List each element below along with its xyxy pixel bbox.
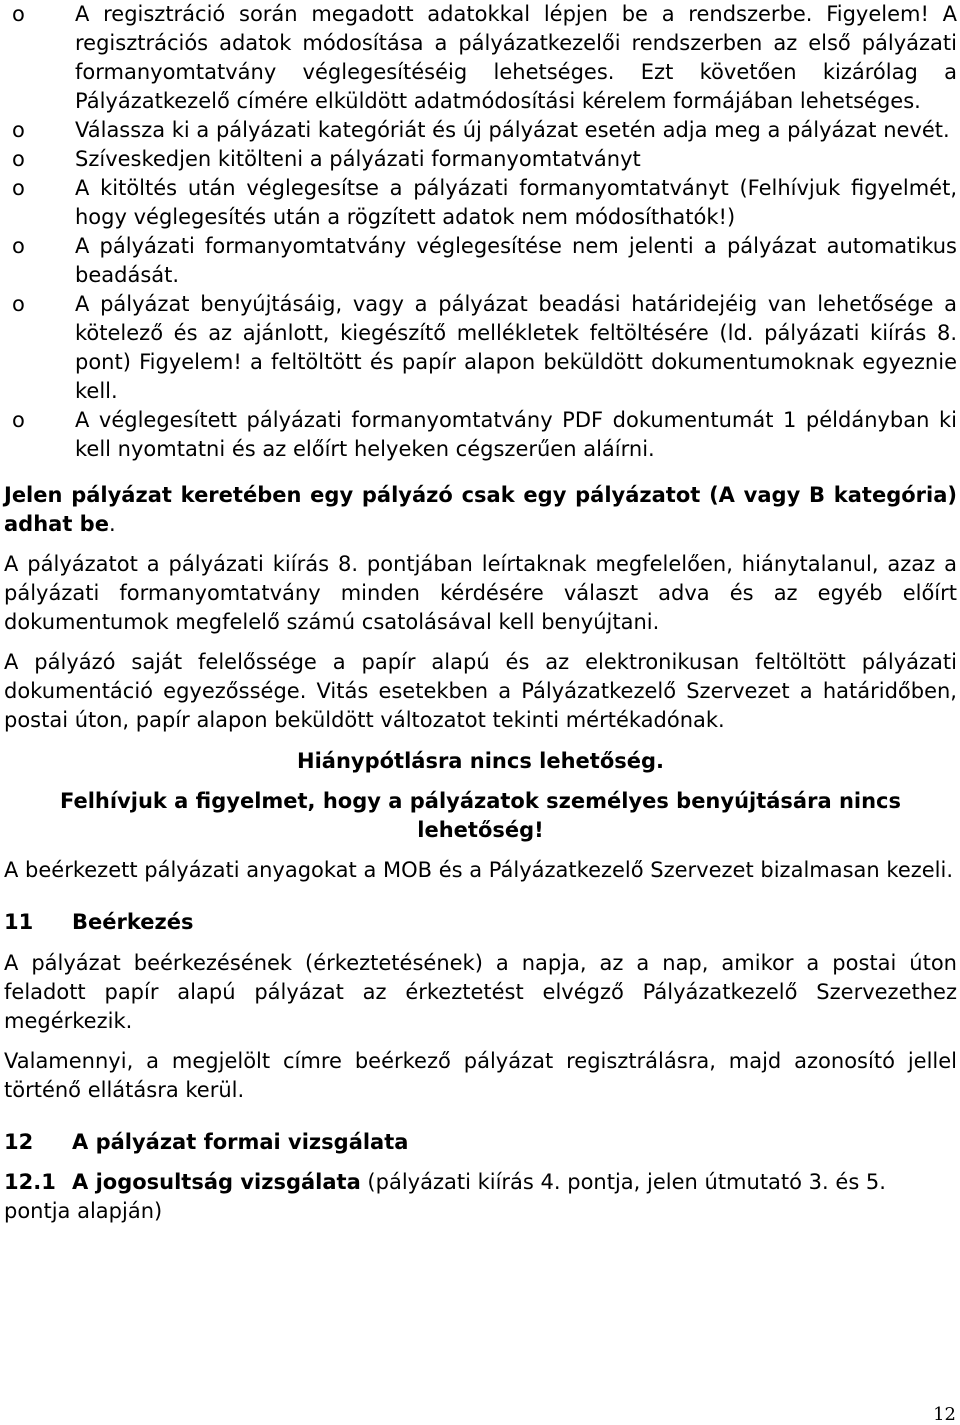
section-number: 11 xyxy=(4,910,34,934)
arrival-paragraph: A pályázat beérkezésének (érkeztetésének) a napja, az a nap, amikor a postai úton feladott papír alapú pályázat az érkeztetést elvégző Pályázatkezelő Szervezethez megérkezik. xyxy=(4,951,957,1033)
section-heading-12 xyxy=(4,1128,957,1157)
list-item xyxy=(4,0,957,116)
no-personal-submission-notice: Felhívjuk a figyelmet, hogy a pályázatok személyes benyújtására nincs lehetőség! xyxy=(59,789,901,842)
bullet-marker: o xyxy=(12,2,25,26)
bullet-marker: o xyxy=(12,408,25,432)
no-correction-notice: Hiánypótlásra nincs lehetőség. xyxy=(297,749,664,773)
bullet-marker: o xyxy=(12,118,25,142)
document-page xyxy=(4,0,957,1226)
one-application-tail: . xyxy=(108,512,116,536)
list-item xyxy=(4,116,957,145)
list-item-text: A regisztráció során megadott adatokkal lépjen be a rendszerbe. Figyelem! A regisztrációs adatok módosítása a pályázatkezelői rendszerben az első pályázati formanyomtatvány véglegesítéséig lehetséges. Ezt követően kizárólag a Pályázatkezelő címére elküldött adatmódosítási kérelem formájában lehetséges. xyxy=(75,2,957,113)
subsection-heading-12-1 xyxy=(4,1168,957,1226)
subsection-title: A jogosultság vizsgálata xyxy=(72,1170,361,1194)
section-heading-11 xyxy=(4,908,957,937)
list-item xyxy=(4,232,957,290)
list-item-text: A véglegesített pályázati formanyomtatvány PDF dokumentumát 1 példányban ki kell nyomtatni és az előírt helyeken cégszerűen aláírni. xyxy=(75,408,957,461)
registration-paragraph: Valamennyi, a megjelölt címre beérkező pályázat regisztrálásra, majd azonosító jellel történő ellátásra kerül. xyxy=(4,1049,957,1102)
section-title: A pályázat formai vizsgálata xyxy=(72,1130,409,1154)
one-application-bold: Jelen pályázat keretében egy pályázó csak egy pályázatot (A vagy B kategória) adhat be xyxy=(4,483,957,536)
subsection-number: 12.1 xyxy=(4,1170,56,1194)
submission-paragraph: A pályázatot a pályázati kiírás 8. pontjában leírtaknak megfelelően, hiánytalanul, azaz a pályázati formanyomtatvány minden kérdésére választ adva és az egyéb előírt dokumentumok megfelelő számú csatolásával kell benyújtani. xyxy=(4,552,957,634)
list-item xyxy=(4,174,957,232)
list-item-text: A pályázati formanyomtatvány véglegesítése nem jelenti a pályázat automatikus beadását. xyxy=(75,234,957,287)
bullet-marker: o xyxy=(12,234,25,258)
responsibility-paragraph: A pályázó saját felelőssége a papír alapú és az elektronikusan feltöltött pályázati dokumentáció egyezőssége. Vitás esetekben a Pályázatkezelő Szervezet a határidőben, postai úton, papír alapon beküldött változatot tekinti mértékadónak. xyxy=(4,650,957,732)
bullet-marker: o xyxy=(12,176,25,200)
one-application-notice xyxy=(4,481,957,539)
subsection-rest: (pályázati kiírás 4. pontja, jelen útmutató 3. és 5. pontja alapján) xyxy=(4,1170,886,1223)
bullet-marker: o xyxy=(12,292,25,316)
bullet-marker: o xyxy=(12,147,25,171)
instruction-list xyxy=(4,0,957,464)
list-item-text: A pályázat benyújtásáig, vagy a pályázat beadási határidejéig van lehetősége a kötelező és az ajánlott, kiegészítő mellékletek feltöltésére (ld. pályázati kiírás 8. pont) Figyelem! a feltöltött és papír alapon beküldött dokumentumoknak egyeznie kell. xyxy=(75,292,957,403)
page-number: 12 xyxy=(933,1404,956,1425)
confidentiality-paragraph: A beérkezett pályázati anyagokat a MOB és a Pályázatkezelő Szervezet bizalmasan kezeli. xyxy=(4,858,954,882)
list-item-text: Szíveskedjen kitölteni a pályázati formanyomtatványt xyxy=(75,147,641,171)
section-number: 12 xyxy=(4,1130,34,1154)
list-item-text: Válassza ki a pályázati kategóriát és új pályázat esetén adja meg a pályázat nevét. xyxy=(75,118,950,142)
list-item xyxy=(4,145,957,174)
list-item xyxy=(4,406,957,464)
list-item xyxy=(4,290,957,406)
list-item-text: A kitöltés után véglegesítse a pályázati formanyomtatványt (Felhívjuk figyelmét, hogy véglegesítés után a rögzített adatok nem módosíthatók!) xyxy=(75,176,957,229)
section-title: Beérkezés xyxy=(72,910,194,934)
